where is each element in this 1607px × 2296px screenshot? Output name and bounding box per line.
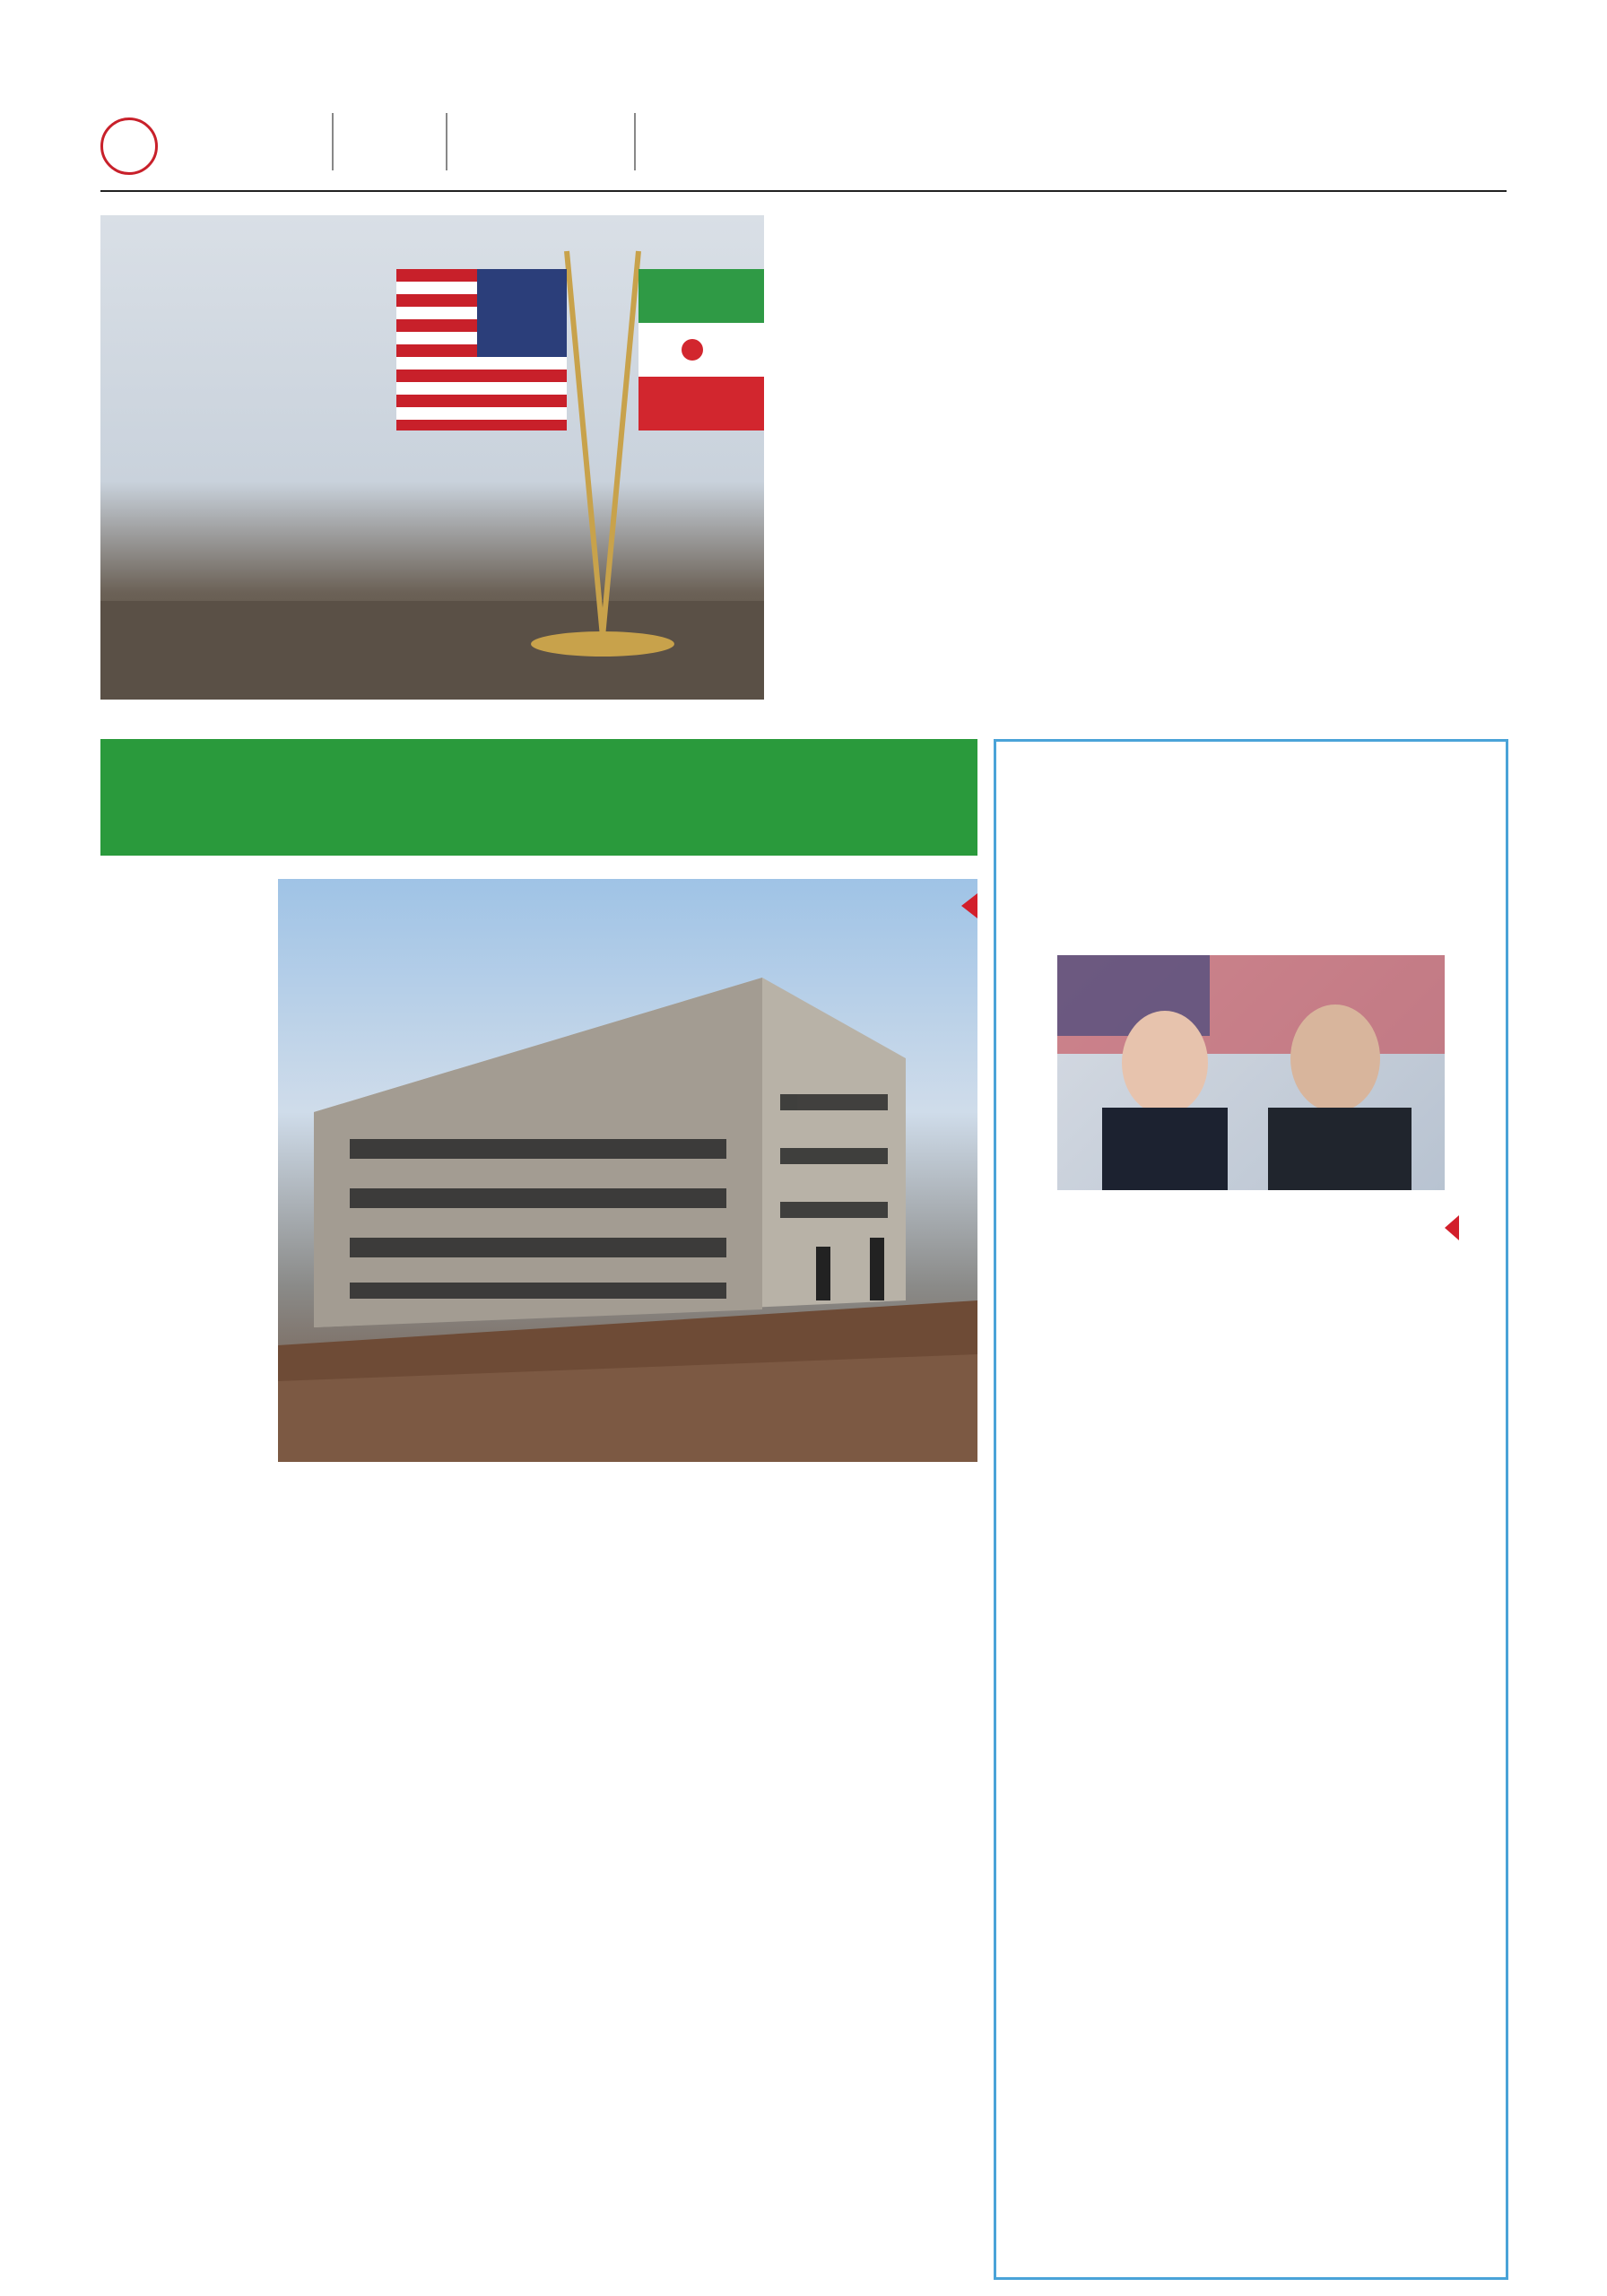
gaza-headline-banner: [100, 739, 977, 856]
header-divider: [634, 113, 636, 170]
sidebar-box: [994, 739, 1508, 2280]
top-story-column-right: [1130, 215, 1507, 221]
officials-image: [1057, 955, 1445, 1190]
sidebar-body: [1014, 1370, 1485, 1375]
header-divider: [446, 113, 447, 170]
destroyed-building-image: [278, 879, 977, 1462]
page-number: [100, 117, 158, 175]
top-story-photo: [100, 215, 764, 700]
flags-image: [100, 215, 764, 700]
red-marker: [1445, 1215, 1459, 1240]
header-divider: [332, 113, 334, 170]
gaza-photo: [278, 879, 977, 1462]
sidebar-photo: [1057, 955, 1445, 1190]
red-marker: [961, 893, 977, 918]
header-rule: [100, 190, 1507, 192]
